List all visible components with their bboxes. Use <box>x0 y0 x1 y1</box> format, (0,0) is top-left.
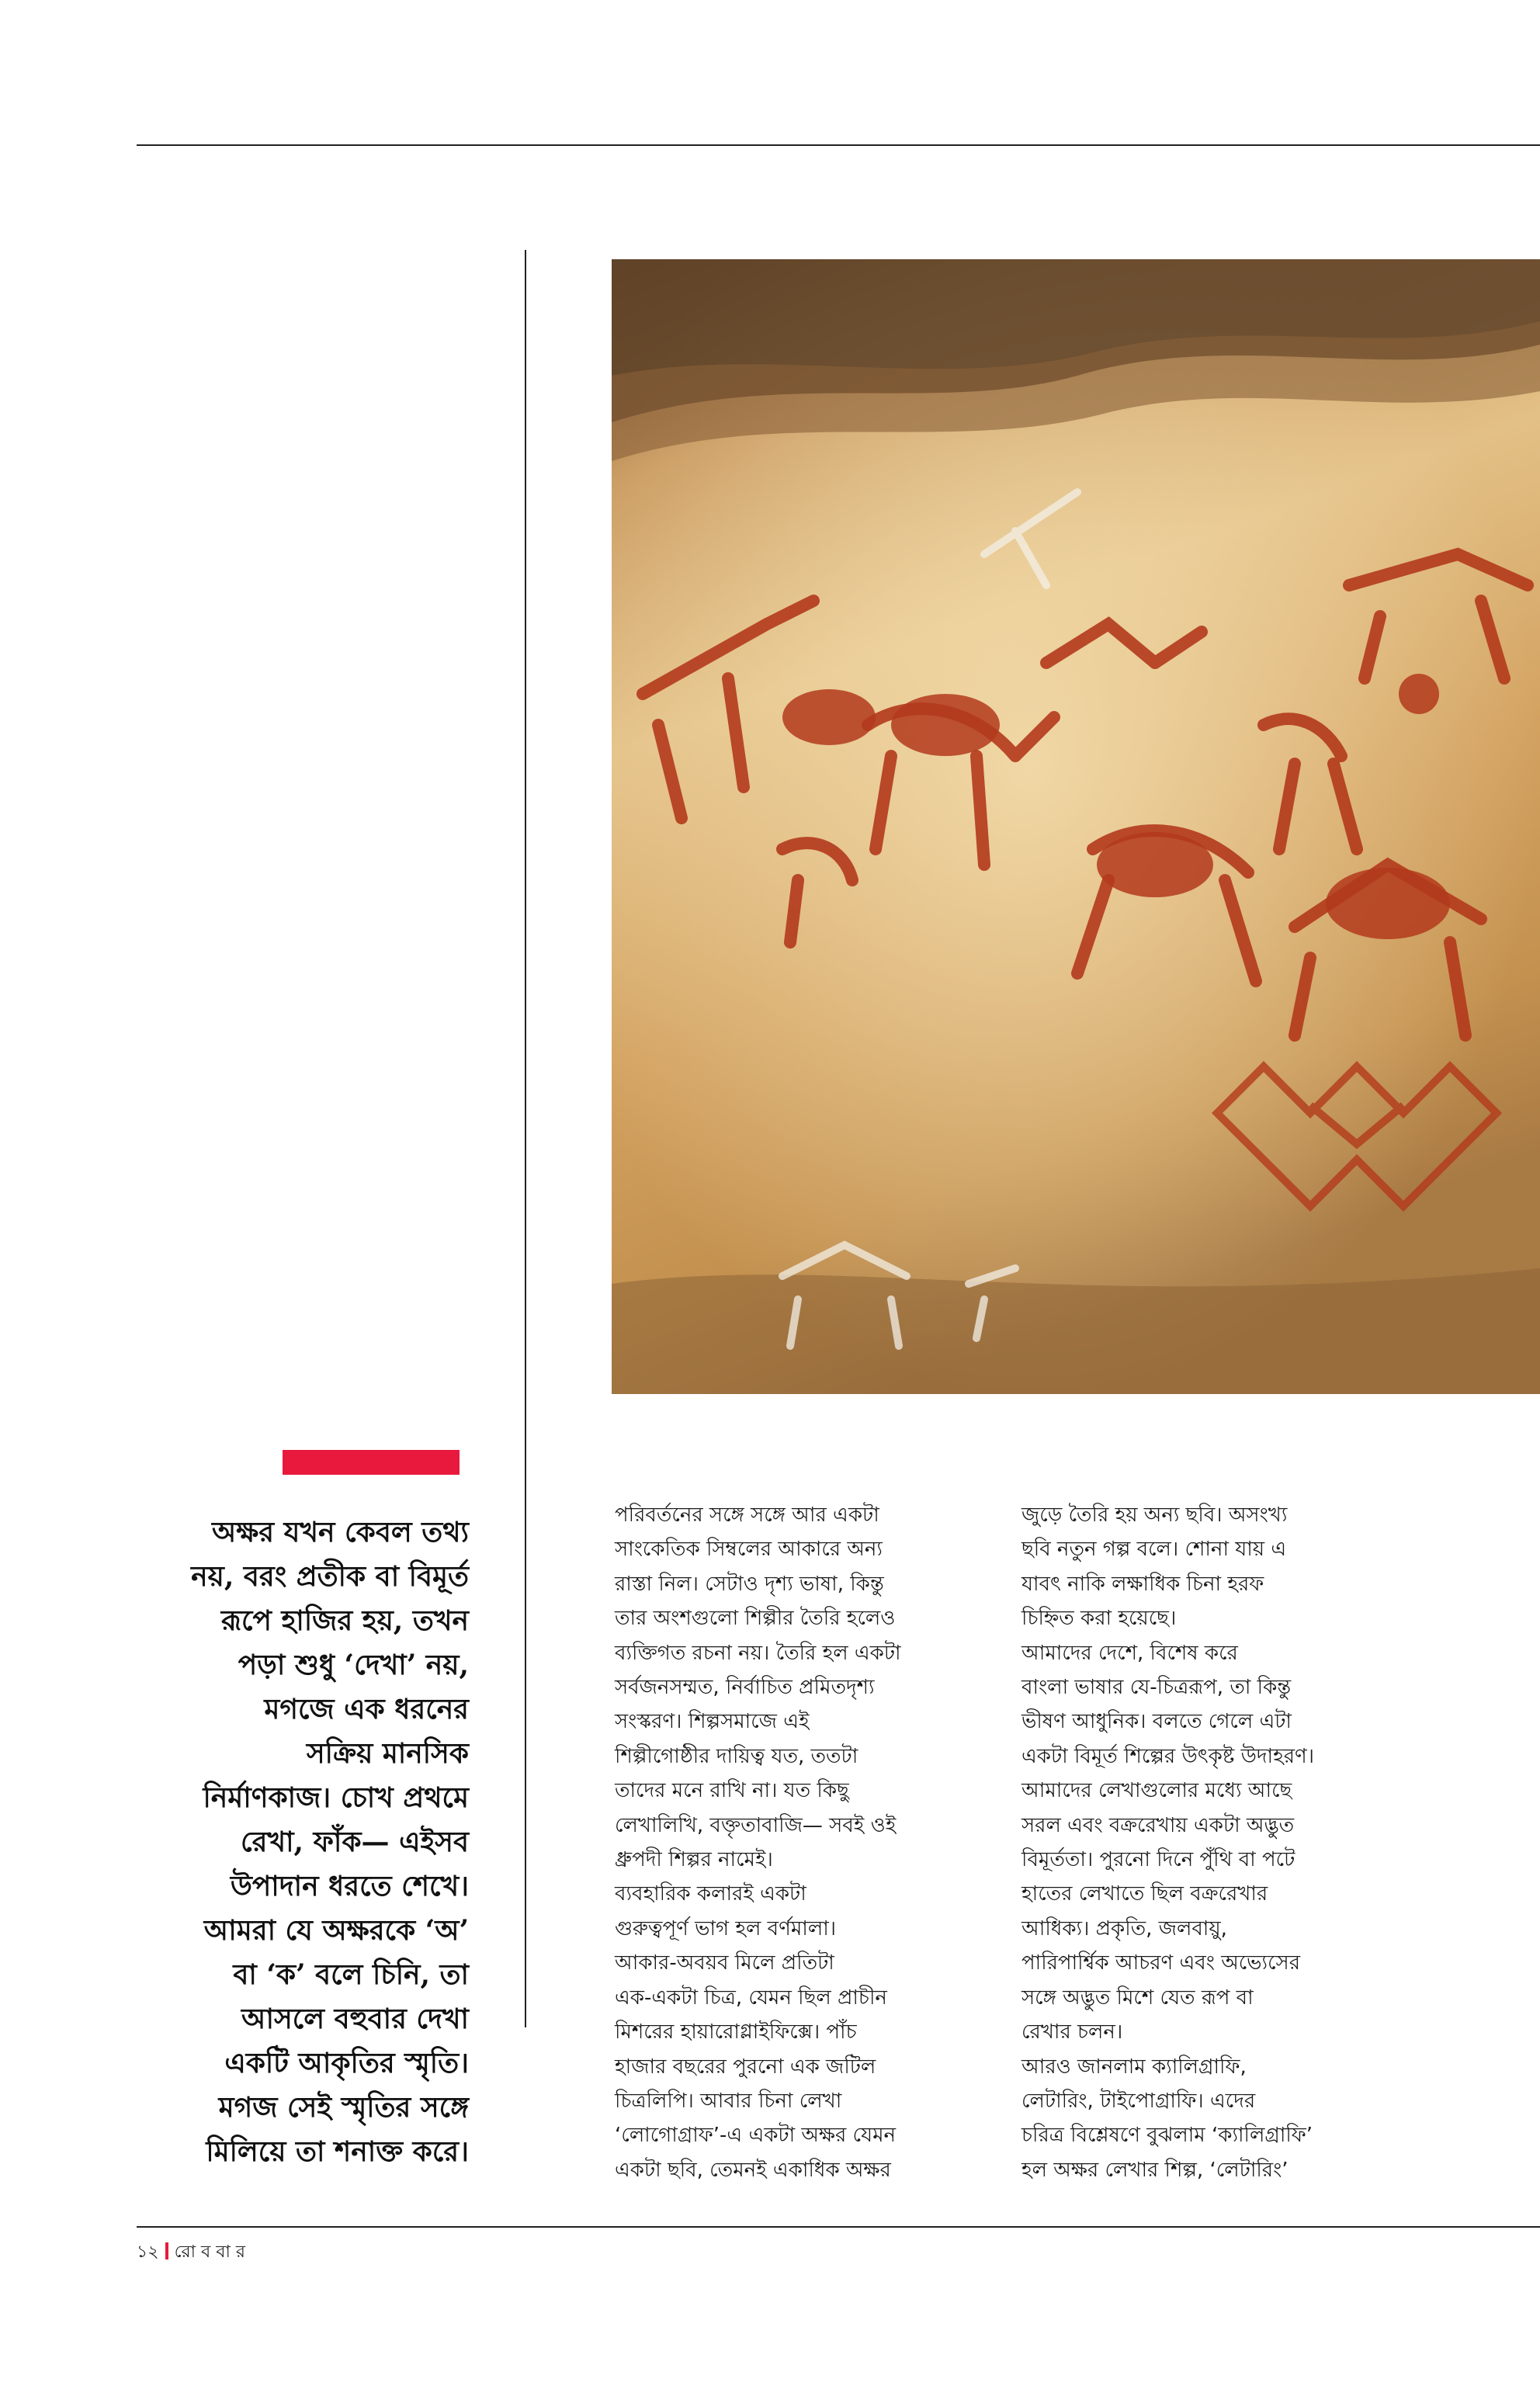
body-line: ভীষণ আধুনিক। বলতে গেলে এটা <box>1021 1710 1292 1734</box>
pullquote-line: নির্মাণকাজ। চোখ প্রথমে <box>203 1781 469 1814</box>
pullquote-line: উপাদান ধরতে শেখে। <box>230 1870 469 1902</box>
column-divider <box>525 250 526 2027</box>
pullquote-line: পড়া শুধু ‘দেখা’ নয়, <box>238 1649 469 1681</box>
pullquote-line: আমরা যে অক্ষরকে ‘অ’ <box>203 1914 469 1947</box>
page-footer <box>137 2239 245 2267</box>
body-line: ছবি নতুন গল্প বলে। শোনা যায় এ <box>1021 1538 1287 1562</box>
pullquote-line: মগজে এক ধরনের <box>264 1693 469 1725</box>
pullquote-line: রূপে হাজির হয়, তখন <box>220 1604 469 1637</box>
body-line: আমাদের লেখাগুলোর মধ্যে আছে <box>1021 1779 1292 1803</box>
page-number: ১২ <box>137 2242 159 2262</box>
pullquote-line: সক্রিয় মানসিক <box>306 1737 469 1770</box>
body-line: ব্যবহারিক কলারই একটা <box>615 1882 806 1906</box>
body-line: চরিত্র বিশ্লেষণে বুঝলাম ‘ক্যালিগ্রাফি’ <box>1021 2124 1313 2148</box>
pullquote-accent-bar <box>283 1450 460 1475</box>
body-line: সর্বজনসম্মত, নির্বাচিত প্রমিতদৃশ্য <box>615 1676 875 1700</box>
header-rule <box>137 144 1540 146</box>
cave-painting-illustration <box>612 259 1540 1394</box>
body-line: মিশরের হায়ারোগ্লাইফিক্সে। পাঁচ <box>615 2020 857 2044</box>
body-line: আরও জানলাম ক্যালিগ্রাফি, <box>1021 2055 1247 2079</box>
pullquote-line: মিলিয়ে তা শনাক্ত করে। <box>206 2135 469 2168</box>
pullquote-line: রেখা, ফাঁক— এইসব <box>241 1826 469 1858</box>
body-line: ধ্রুপদী শিল্পর নামেই। <box>615 1848 773 1872</box>
body-line: এক-একটা চিত্র, যেমন ছিল প্রাচীন <box>615 1985 887 2010</box>
body-line: বাংলা ভাষার যে-চিত্ররূপ, তা কিন্তু <box>1021 1676 1292 1700</box>
body-line: লেটারিং, টাইপোগ্রাফি। এদের <box>1021 2089 1256 2113</box>
body-line: চিহ্নিত করা হয়েছে। <box>1021 1607 1177 1631</box>
pullquote <box>140 1510 469 2174</box>
body-line: একটা বিমূর্ত শিল্পের উৎকৃষ্ট উদাহরণ। <box>1021 1744 1315 1768</box>
cave-painting-photo <box>612 259 1540 1394</box>
body-line: সরল এবং বক্ররেখায় একটা অদ্ভুত <box>1021 1813 1295 1837</box>
body-line: হাতের লেখাতে ছিল বক্ররেখার <box>1021 1882 1268 1906</box>
article-column-2 <box>1021 1498 1425 2187</box>
article-column-1 <box>615 1498 972 2187</box>
body-line: পরিবর্তনের সঙ্গে সঙ্গে আর একটা <box>615 1503 879 1527</box>
body-line: হাজার বছরের পুরনো এক জটিল <box>615 2055 876 2079</box>
body-line: জুড়ে তৈরি হয় অন্য ছবি। অসংখ্য <box>1021 1503 1288 1527</box>
body-line: রাস্তা নিল। সেটাও দৃশ্য ভাষা, কিন্তু <box>615 1572 884 1596</box>
footer-separator <box>165 2242 168 2259</box>
body-line: গুরুত্বপূর্ণ ভাগ হল বর্ণমালা। <box>615 1916 837 1940</box>
body-line: শিল্পীগোষ্ঠীর দায়িত্ব যত, ততটা <box>615 1744 858 1768</box>
body-line: বিমূর্ততা। পুরনো দিনে পুঁথি বা পটে <box>1021 1848 1295 1872</box>
body-line: আধিক্য। প্রকৃতি, জলবায়ু, <box>1021 1916 1227 1940</box>
pullquote-line: বা ‘ক’ বলে চিনি, তা <box>233 1958 469 1991</box>
body-line: আমাদের দেশে, বিশেষ করে <box>1021 1641 1238 1665</box>
body-line: লেখালিখি, বক্তৃতাবাজি— সবই ওই <box>615 1813 897 1837</box>
body-line: চিত্রলিপি। আবার চিনা লেখা <box>615 2089 842 2113</box>
body-line: তার অংশগুলো শিল্পীর তৈরি হলেও <box>615 1607 896 1631</box>
pullquote-line: অক্ষর যখন কেবল তথ্য <box>211 1516 469 1549</box>
pullquote-line: আসলে বহুবার দেখা <box>241 2003 469 2035</box>
body-line: একটা ছবি, তেমনই একাধিক অক্ষর <box>615 2158 891 2182</box>
body-line: ‘লোগোগ্রাফ’-এ একটা অক্ষর যেমন <box>615 2124 897 2148</box>
body-line: তাদের মনে রাখি না। যত কিছু <box>615 1779 849 1803</box>
body-line: ব্যক্তিগত রচনা নয়। তৈরি হল একটা <box>615 1641 901 1665</box>
pullquote-line: নয়, বরং প্রতীক বা বিমূর্ত <box>191 1560 469 1593</box>
body-line: আকার-অবয়ব মিলে প্রতিটা <box>615 1951 834 1975</box>
body-line: সাংকেতিক সিম্বলের আকারে অন্য <box>615 1538 883 1562</box>
pullquote-line: একটি আকৃতির স্মৃতি। <box>224 2047 469 2079</box>
body-line: হল অক্ষর লেখার শিল্প, ‘লেটারিং’ <box>1021 2158 1289 2182</box>
magazine-name: রো ব বা র <box>174 2242 245 2262</box>
body-line: যাবৎ নাকি লক্ষাধিক চিনা হরফ <box>1021 1572 1264 1596</box>
body-line: সংস্করণ। শিল্পসমাজে এই <box>615 1710 810 1734</box>
body-line: পারিপার্শ্বিক আচরণ এবং অভ্যেসের <box>1021 1951 1301 1975</box>
body-line: রেখার চলন। <box>1021 2020 1123 2044</box>
body-line: সঙ্গে অদ্ভুত মিশে যেত রূপ বা <box>1021 1985 1254 2010</box>
footer-rule <box>137 2226 1540 2228</box>
pullquote-line: মগজ সেই স্মৃতির সঙ্গে <box>218 2091 469 2124</box>
